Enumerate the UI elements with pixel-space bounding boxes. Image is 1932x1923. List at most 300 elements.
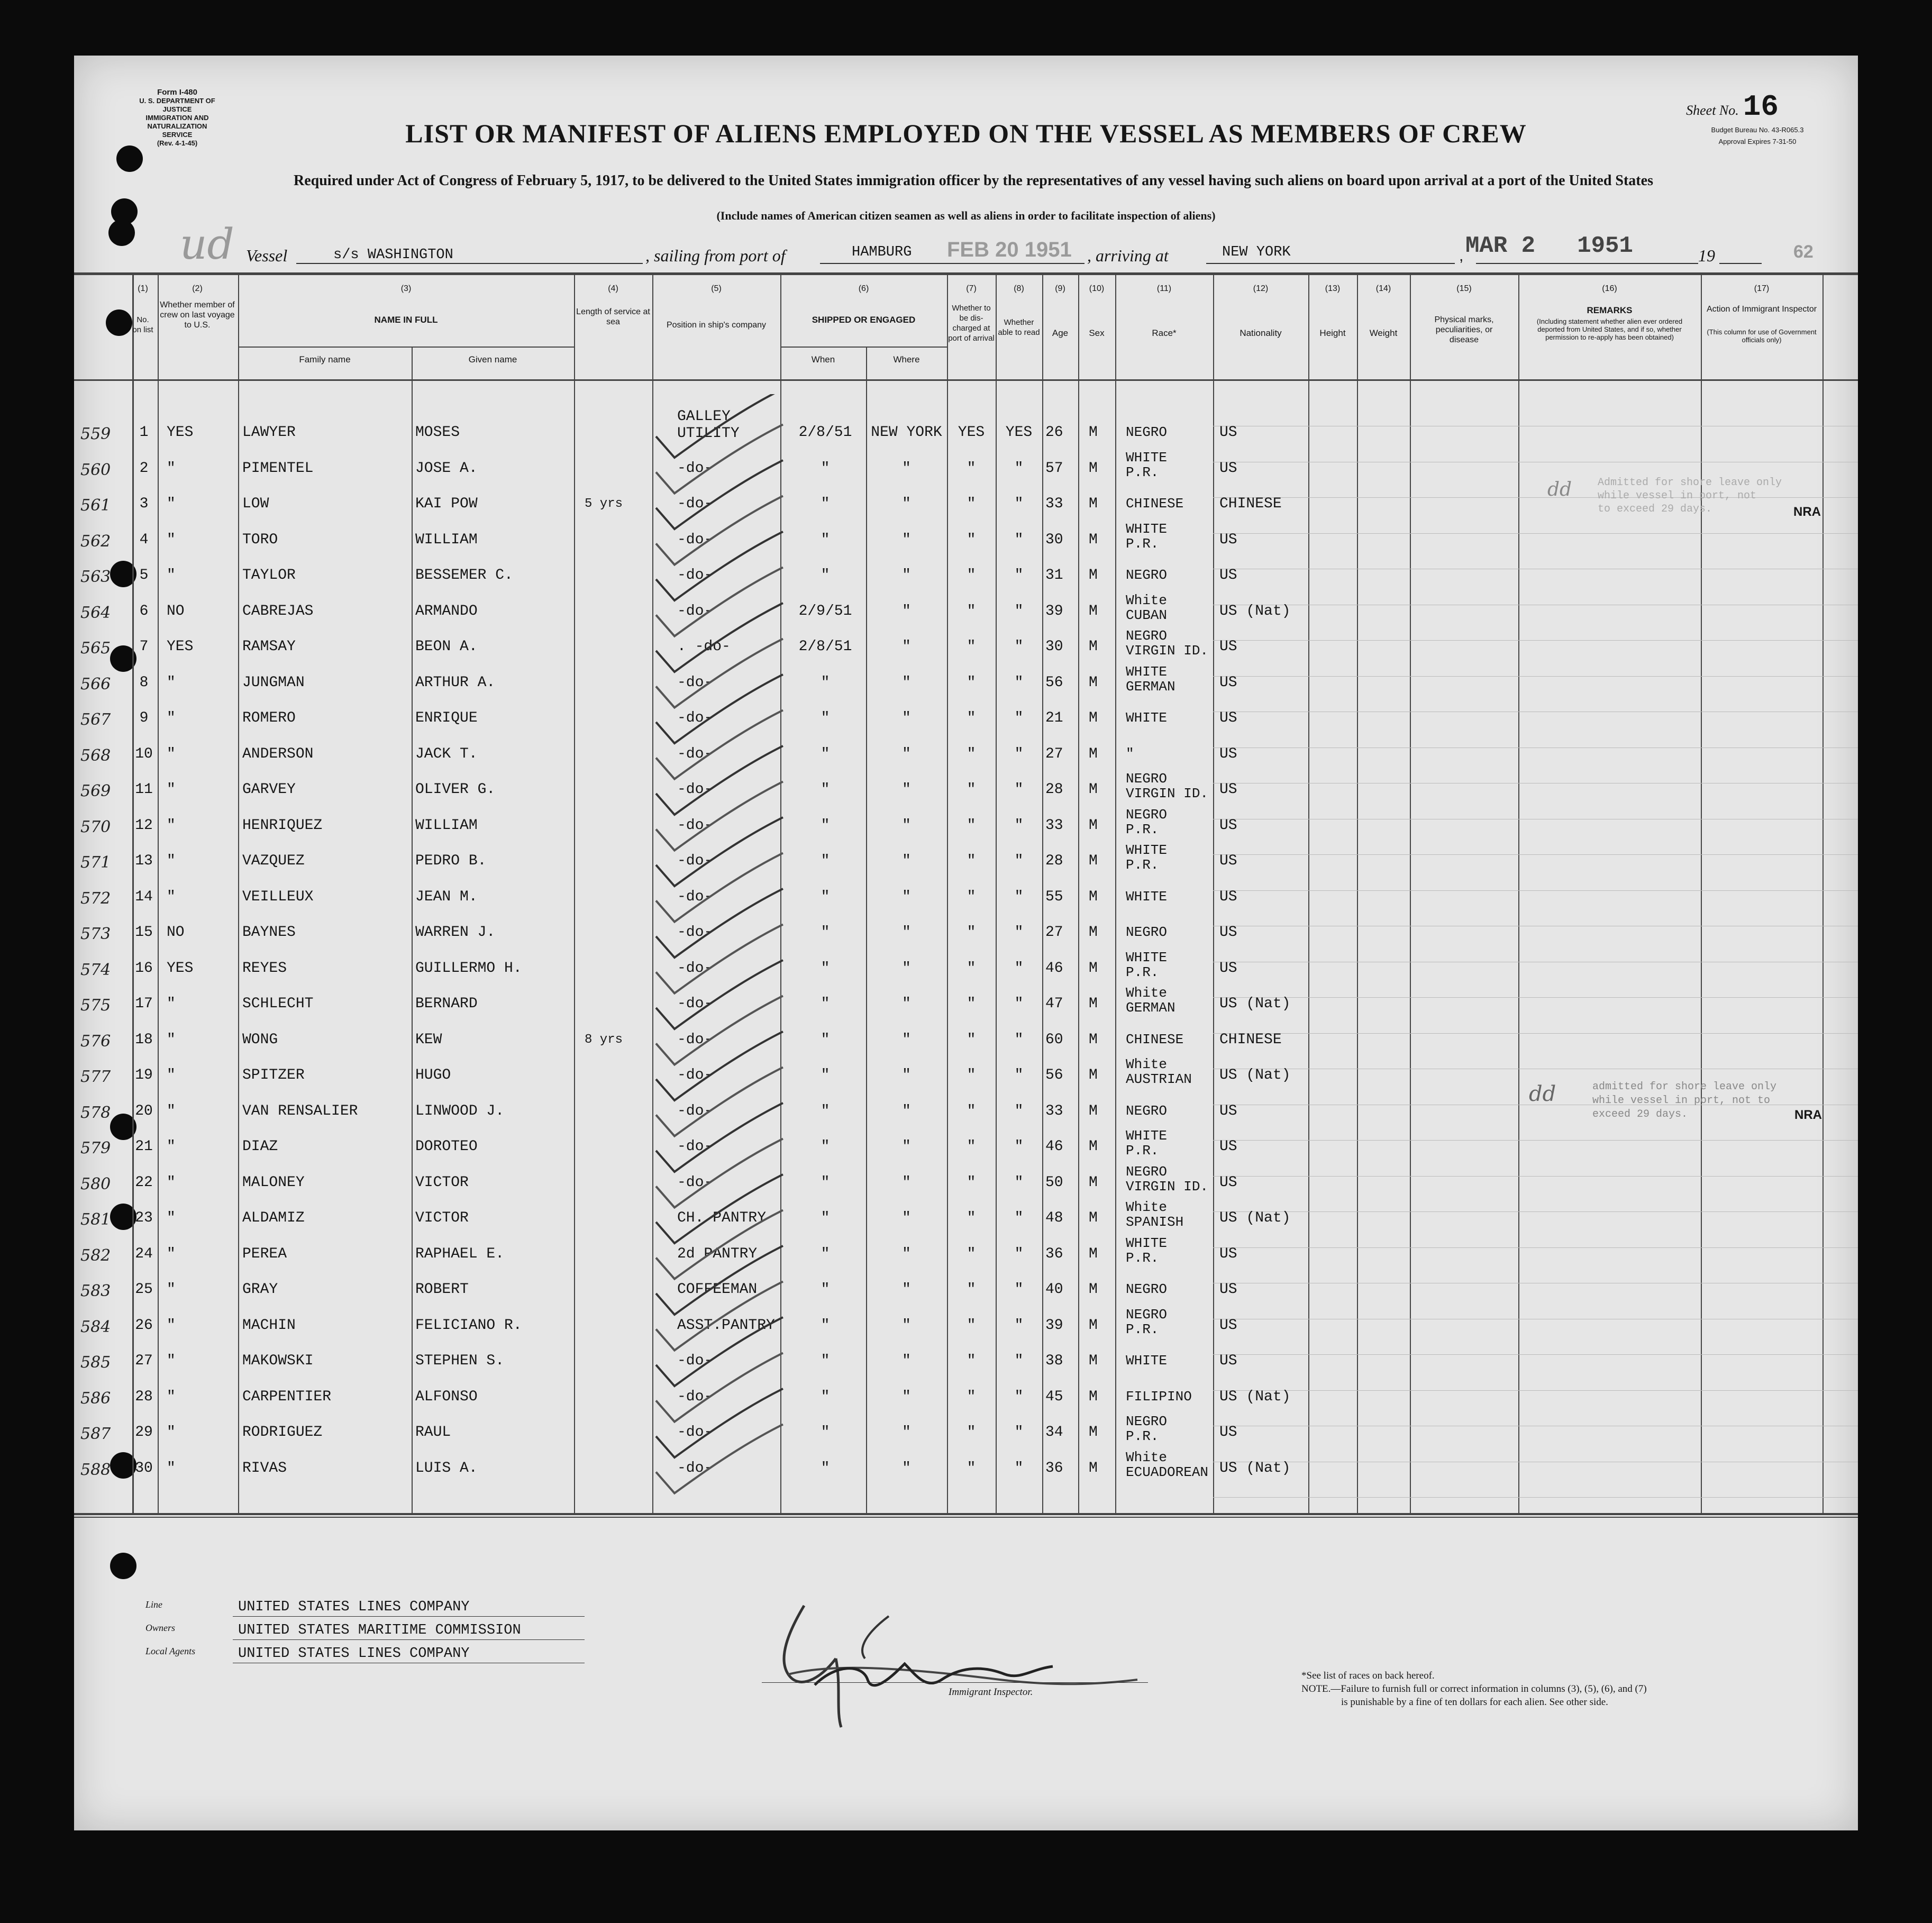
port-from: HAMBURG [852, 244, 912, 260]
row-ref: 587 [80, 1425, 111, 1443]
row-number: 19 [135, 1067, 153, 1083]
row-race-line2: P.R. [1126, 1143, 1159, 1159]
row-given-name: JACK T. [415, 745, 478, 762]
row-number: 2 [139, 460, 149, 477]
row-discharged: " [967, 960, 976, 977]
row-ref: 562 [80, 532, 111, 551]
row-position: -do- [677, 1067, 713, 1083]
check-mark [656, 817, 783, 886]
col-family-name: Family name [299, 354, 351, 364]
row-race: FILIPINO [1126, 1388, 1192, 1405]
col-name-in-full: NAME IN FULL [374, 315, 438, 325]
row-number: 18 [135, 1031, 153, 1048]
row-family-name: PIMENTEL [242, 460, 314, 477]
row-nationality: US (Nat) [1219, 996, 1291, 1012]
row-number: 24 [135, 1245, 153, 1262]
row-race: WHITE [1126, 842, 1168, 858]
row-nationality: US [1219, 1353, 1237, 1369]
row-ref: 574 [80, 960, 111, 979]
row-sex: M [1089, 817, 1098, 834]
row-nationality: CHINESE [1219, 1031, 1282, 1048]
row-previous-voyage: YES [167, 960, 194, 977]
row-given-name: STEPHEN S. [415, 1353, 505, 1369]
row-number: 16 [135, 960, 153, 977]
row-discharged: " [967, 853, 976, 869]
check-mark [656, 460, 783, 529]
row-when: " [821, 710, 830, 726]
col-able-to-read: Whether able to read [998, 318, 1040, 337]
row-number: 11 [135, 781, 153, 798]
row-nationality: US [1219, 460, 1237, 477]
row-age: 56 [1045, 674, 1063, 691]
row-nationality: US [1219, 1245, 1237, 1262]
check-mark [656, 1389, 783, 1457]
arriving-label: , arriving at [1087, 246, 1169, 265]
row-discharged: " [967, 1031, 976, 1048]
row-number: 26 [135, 1317, 153, 1334]
port-to: NEW YORK [1222, 244, 1291, 260]
col-previous-voyage: Whether member of crew on last voyage to U.S. [160, 300, 235, 330]
row-sex: M [1089, 567, 1098, 584]
row-ref: 565 [80, 639, 111, 658]
row-number: 15 [135, 924, 153, 941]
check-mark [656, 425, 783, 494]
col-given-name: Given name [468, 354, 517, 364]
row-discharged: " [967, 496, 976, 512]
row-race: WHITE [1126, 449, 1168, 466]
row-nationality: US [1219, 424, 1237, 441]
row-able-to-read: " [1014, 603, 1024, 619]
page-subnote: (Include names of American citizen seamen as well as aliens in order to facilitate inspection of aliens) [716, 209, 1216, 222]
row-able-to-read: " [1014, 745, 1024, 762]
row-age: 33 [1045, 817, 1063, 834]
note-fine-cont: is punishable by a fine of ten dollars for each alien. See other side. [1341, 1697, 1608, 1708]
row-discharged: " [967, 1281, 976, 1298]
row-able-to-read: " [1014, 1353, 1024, 1369]
row-able-to-read: " [1014, 639, 1024, 655]
row-nationality: US [1219, 1424, 1237, 1441]
row-race: NEGRO [1126, 1163, 1168, 1180]
row-ref: 575 [80, 996, 111, 1015]
row-ref: 581 [80, 1210, 111, 1229]
row-ref: 585 [80, 1353, 111, 1372]
row-nationality: US [1219, 853, 1237, 869]
row-when: " [821, 531, 830, 548]
row-number: 29 [135, 1424, 153, 1441]
row-when: " [821, 1460, 830, 1477]
sheet-label: Sheet No. [1686, 103, 1739, 118]
check-mark [656, 746, 783, 815]
row-previous-voyage: " [167, 1317, 176, 1334]
row-discharged: " [967, 531, 976, 548]
row-sex: M [1089, 781, 1098, 798]
row-age: 48 [1045, 1210, 1063, 1226]
row-when: " [821, 567, 830, 584]
row-sex: M [1089, 1210, 1098, 1226]
col-length-of-service: Length of service at sea [576, 307, 650, 326]
row-position: -do- [677, 1424, 713, 1441]
col-race: Race* [1152, 328, 1177, 338]
row-family-name: JUNGMAN [242, 674, 305, 691]
row-ref: 578 [80, 1103, 111, 1122]
row-race: CHINESE [1126, 496, 1184, 512]
row-previous-voyage: " [167, 888, 176, 905]
row-age: 50 [1045, 1174, 1063, 1191]
check-mark [656, 1174, 783, 1243]
row-sex: M [1089, 531, 1098, 548]
row-discharged: " [967, 1067, 976, 1083]
row-race-line2: CUBAN [1126, 607, 1168, 623]
row-number: 30 [135, 1460, 153, 1477]
row-when: " [821, 888, 830, 905]
row-previous-voyage: " [167, 567, 176, 584]
row-given-name: LUIS A. [415, 1460, 478, 1477]
row-where: " [902, 531, 911, 548]
row-sex: M [1089, 1138, 1098, 1155]
row-position: COFFEEMAN [677, 1281, 758, 1298]
row-race-line2: GERMAN [1126, 1000, 1175, 1016]
row-family-name: SPITZER [242, 1067, 305, 1083]
row-race: WHITE [1126, 1353, 1168, 1369]
owners-label: Owners [145, 1623, 176, 1633]
agents-value: UNITED STATES LINES COMPANY [238, 1646, 470, 1662]
row-given-name: OLIVER G. [415, 781, 496, 798]
row-ref: 582 [80, 1246, 111, 1265]
row-able-to-read: " [1014, 1424, 1024, 1441]
row-sex: M [1089, 1067, 1098, 1083]
row-age: 31 [1045, 567, 1063, 584]
row-discharged: " [967, 710, 976, 726]
inspector-signature [757, 1600, 1159, 1738]
row-family-name: RODRIGUEZ [242, 1424, 323, 1441]
row-family-name: TORO [242, 531, 278, 548]
check-mark [656, 1282, 783, 1351]
row-race: CHINESE [1126, 1031, 1184, 1047]
row-race-line2: VIRGIN ID. [1126, 643, 1209, 659]
row-when: 2/9/51 [798, 603, 852, 619]
row-position: -do- [677, 531, 713, 548]
row-able-to-read: YES [1005, 424, 1033, 441]
row-previous-voyage: " [167, 1460, 176, 1477]
row-position: -do- [677, 817, 713, 834]
remark-mark: dd [1529, 1082, 1556, 1106]
row-age: 36 [1045, 1460, 1063, 1477]
row-position: -do- [677, 1031, 713, 1048]
row-given-name: MOSES [415, 424, 460, 441]
row-able-to-read: " [1014, 888, 1024, 905]
sheet-number-value: 16 [1743, 90, 1779, 124]
row-position: ASST.PANTRY [677, 1317, 775, 1334]
row-number: 8 [139, 674, 149, 691]
owners-value: UNITED STATES MARITIME COMMISSION [238, 1623, 521, 1638]
row-given-name: BERNARD [415, 996, 478, 1012]
row-able-to-read: " [1014, 1138, 1024, 1155]
inspector-label: Immigrant Inspector. [949, 1687, 1033, 1698]
row-where: " [902, 639, 911, 655]
check-mark [656, 1317, 783, 1386]
row-able-to-read: " [1014, 674, 1024, 691]
row-given-name: RAPHAEL E. [415, 1245, 505, 1262]
row-age: 28 [1045, 853, 1063, 869]
row-when: " [821, 1424, 830, 1441]
check-mark [656, 1353, 783, 1422]
row-previous-voyage: " [167, 1031, 176, 1048]
col-where: Where [893, 354, 920, 364]
row-sex: M [1089, 996, 1098, 1012]
row-able-to-read: " [1014, 531, 1024, 548]
row-previous-voyage: " [167, 1245, 176, 1262]
row-age: 38 [1045, 1353, 1063, 1369]
row-race: NEGRO [1126, 424, 1168, 440]
row-given-name: HUGO [415, 1067, 451, 1083]
row-when: " [821, 1031, 830, 1048]
row-able-to-read: " [1014, 1210, 1024, 1226]
check-mark [656, 1032, 783, 1100]
row-when: " [821, 1067, 830, 1083]
note-races: *See list of races on back hereof. [1301, 1670, 1435, 1681]
row-number: 3 [139, 496, 149, 512]
row-race-line2: ECUADOREAN [1126, 1464, 1209, 1480]
row-given-name: LINWOOD J. [415, 1102, 505, 1119]
check-mark [656, 532, 783, 600]
col-when: When [811, 354, 835, 364]
row-where: " [902, 603, 911, 619]
check-mark [656, 1139, 783, 1208]
row-race: WHITE [1126, 949, 1168, 965]
row-sex: M [1089, 888, 1098, 905]
row-family-name: VAZQUEZ [242, 853, 305, 869]
row-discharged: " [967, 924, 976, 941]
row-service: 5 yrs [585, 497, 623, 511]
row-previous-voyage: " [167, 1388, 176, 1405]
row-when: " [821, 460, 830, 477]
row-discharged: " [967, 1353, 976, 1369]
row-nationality: US [1219, 1102, 1237, 1119]
row-service: 8 yrs [585, 1032, 623, 1047]
remark-line: admitted for shore leave only [1592, 1081, 1777, 1093]
row-position: -do- [677, 710, 713, 726]
row-able-to-read: " [1014, 924, 1024, 941]
row-family-name: MAKOWSKI [242, 1353, 314, 1369]
row-previous-voyage: " [167, 674, 176, 691]
col-remarks: REMARKS [1587, 305, 1633, 315]
row-ref: 559 [80, 425, 111, 443]
row-nationality: US [1219, 567, 1237, 584]
row-family-name: MACHIN [242, 1317, 296, 1334]
col-height: Height [1319, 328, 1346, 338]
row-discharged: YES [958, 424, 985, 441]
row-where: " [902, 781, 911, 798]
check-mark [656, 394, 783, 458]
col-inspector-note: (This column for use of Government officials only) [1707, 328, 1817, 344]
col-physical-marks: Physical marks, peculiarities, or disease [1434, 315, 1494, 344]
row-where: " [902, 888, 911, 905]
remark-line: while vessel in port, not [1598, 490, 1757, 502]
row-family-name: VAN RENSALIER [242, 1102, 358, 1119]
col-remarks-note: (Including statement whether alien ever ordered deported from United States, and if so, whether permission to re-apply has been obtained) [1536, 317, 1683, 341]
row-given-name: ALFONSO [415, 1388, 478, 1405]
row-ref: 568 [80, 746, 111, 765]
row-given-name: GUILLERMO H. [415, 960, 522, 977]
initials-mark: ud [180, 220, 234, 269]
check-marks [582, 394, 804, 1516]
row-able-to-read: " [1014, 1031, 1024, 1048]
row-when: " [821, 1317, 830, 1334]
row-race: NEGRO [1126, 567, 1168, 583]
row-previous-voyage: " [167, 1424, 176, 1441]
row-ref: 577 [80, 1068, 111, 1086]
row-number: 23 [135, 1210, 153, 1226]
row-family-name: ROMERO [242, 710, 296, 726]
row-nationality: US [1219, 1317, 1237, 1334]
row-when: " [821, 1353, 830, 1369]
page-subtitle: Required under Act of Congress of February 5, 1917, to be delivered to the United States immigration officer by the representatives of any vessel having such aliens on board upon arrival at a port of the United States [294, 172, 1653, 189]
row-sex: M [1089, 1102, 1098, 1119]
row-race: White [1126, 1056, 1168, 1072]
row-sex: M [1089, 960, 1098, 977]
row-ref: 573 [80, 925, 111, 943]
row-nationality: US [1219, 745, 1237, 762]
line-label: Line [145, 1599, 163, 1610]
row-when: " [821, 1210, 830, 1226]
punch-hole [110, 1553, 136, 1579]
row-family-name: PEREA [242, 1245, 287, 1262]
row-ref: 570 [80, 817, 111, 836]
row-race: NEGRO [1126, 771, 1168, 787]
row-race: NEGRO [1126, 806, 1168, 823]
col-age: Age [1052, 328, 1069, 338]
punch-hole [108, 220, 135, 246]
row-number: 6 [139, 603, 149, 619]
vessel-name: s/s WASHINGTON [333, 247, 453, 263]
check-mark [656, 925, 783, 994]
col-sex: Sex [1089, 328, 1105, 338]
row-previous-voyage: " [167, 710, 176, 726]
row-family-name: CABREJAS [242, 603, 314, 619]
row-position: 2d PANTRY [677, 1245, 758, 1262]
row-position: -do- [677, 603, 713, 619]
row-race-line2: P.R. [1126, 535, 1159, 552]
row-nationality: US [1219, 888, 1237, 905]
row-nationality: US [1219, 710, 1237, 726]
row-age: 27 [1045, 924, 1063, 941]
row-able-to-read: " [1014, 496, 1024, 512]
row-race: White [1126, 1199, 1168, 1215]
row-sex: M [1089, 924, 1098, 941]
row-age: 34 [1045, 1424, 1063, 1441]
row-age: 57 [1045, 460, 1063, 477]
row-sex: M [1089, 639, 1098, 655]
row-where: " [902, 1031, 911, 1048]
row-previous-voyage: " [167, 1138, 176, 1155]
row-ref: 563 [80, 568, 111, 586]
col-nationality: Nationality [1240, 328, 1282, 338]
year-label: 19 [1698, 246, 1715, 265]
row-number: 20 [135, 1102, 153, 1119]
row-position: -do- [677, 674, 713, 691]
check-mark [656, 603, 783, 672]
row-when: " [821, 853, 830, 869]
row-ref: 576 [80, 1032, 111, 1051]
row-sex: M [1089, 496, 1098, 512]
row-family-name: DIAZ [242, 1138, 278, 1155]
row-position: -do- [677, 960, 713, 977]
row-family-name: REYES [242, 960, 287, 977]
row-position: -do- [677, 1388, 713, 1405]
row-race-line2: P.R. [1126, 1250, 1159, 1266]
row-previous-voyage: " [167, 1353, 176, 1369]
row-discharged: " [967, 1138, 976, 1155]
row-previous-voyage: " [167, 1281, 176, 1298]
row-able-to-read: " [1014, 1281, 1024, 1298]
row-previous-voyage: " [167, 781, 176, 798]
row-when: " [821, 817, 830, 834]
row-family-name: ALDAMIZ [242, 1210, 305, 1226]
row-family-name: SCHLECHT [242, 996, 314, 1012]
row-given-name: PEDRO B. [415, 853, 487, 869]
departure-stamp: FEB 20 1951 [947, 238, 1072, 261]
row-given-name: JEAN M. [415, 888, 478, 905]
check-mark [656, 496, 783, 565]
check-mark [656, 889, 783, 958]
row-position: GALLEY [677, 408, 731, 425]
row-previous-voyage: " [167, 996, 176, 1012]
row-position: -do- [677, 745, 713, 762]
row-where: " [902, 567, 911, 584]
row-number: 14 [135, 888, 153, 905]
row-position: . -do- [677, 639, 731, 655]
row-ref: 583 [80, 1282, 111, 1300]
row-previous-voyage: " [167, 460, 176, 477]
row-discharged: " [967, 888, 976, 905]
row-sex: M [1089, 1460, 1098, 1477]
manifest-sheet: Form I-480 U. S. DEPARTMENT OF JUSTICE IMMIGRATION AND NATURALIZATION SERVICE (Rev. 4-1-45) Sheet No. 16 Budget Bureau No. 43-R065.3 Approval Expires 7-31-50 LIST OR MANIFEST OF ALIENS EMPLOYED ON THE VESSEL AS MEMBERS OF CREW Required under Act of Congress of February 5, 1917, to be delivered to the United States immigration officer by the representatives of any vessel having such aliens on board upon arrival at a port of the United States (Include names of American citizen seamen as well as aliens in order to facilitate inspection of aliens) ud Vessel s/s WASHINGTON , sailing from port of HAMBURG FEB 20 1951 , arriving at NEW YORK , MAR 2 1951 19 62 (1) No. on list (2) Whether member of crew on last voyage to U.S. (3) NAME IN FULL Family name Given name (4) Length of service at sea (5) Position in ship's company (6) SHIPPED OR ENGAGED When Where (7) Whether to be dis-charged at port of arrival (8) Whether able to read (9) Age (10) Sex (11) Race* (12) Nationality (13) Height (14) Weight (15) Physical marks, peculiarities, or disease (16) REMARKS (Including statement whether alien ever ordered deported from United States, and if so, whether permission to re-apply has been obtained) (17) Action of Immigrant Inspector (This column for use of Government officials only) 559 1 YES LAWYER MOSES GALLEY 2/8/51 NEW YORK YES YES 26 M US UTILITY NEGRO 560 2 " PIMENTEL JOSE A. -do- " " " " 57 M US WHITE P.R. 561 3 " LOW KAI POW 5 yrs -do- " " " " 33 M CHINESE CHINESE 562 4 " TORO WILLIAM -do- " " " " 30 M US WHITE P.R. 563 5 " TAYLOR BESSEMER C. -do- " " " " 31 M US NEGRO 564 6 NO CABREJAS ARMANDO -do- 2/9/51 " " " 39 M US (Nat) White CUBAN 565 7 YES RAMSAY BEON A. . -do- 2/8/51 " " " 30 M US NEGRO VIRGIN ID. 566 8 " JUNGMAN ARTHUR A. -do- " " " " 56 M US WHITE GERMAN 567 9 " ROMERO ENRIQUE -do- " " " " 21 M US WHITE 568 10 " ANDERSON JACK T. -do- " " " " 27 M US " 569 11 " GARVEY OLIVER G. -do- " " " " 28 M US NEGRO VIRGIN ID. 570 12 " HENRIQUEZ WILLIAM -do- " " " " 33 M US NEGRO P.R. 571 13 " VAZQUEZ PEDRO B. -do- " " " " 28 M US WHITE P.R. 572 14 " VEILLEUX JEAN M. -do- " " " " 55 M US WHITE 573 15 NO BAYNES WARREN J. -do- " " " " 27 M US NEGRO 574 16 YES REYES GUILLERMO H. -do- " " " " 46 M US WHITE P.R. 575 17 " SCHLECHT BERNARD -do- " " " " 47 M US (Nat) White GERMAN 576 18 " WONG KEW 8 yrs -do- " " " " 60 M CHINESE CHINESE 577 19 " SPITZER HUGO -do- " " " " 56 M US (Nat) White AUSTRIAN 578 20 " VAN RENSALIER LINWOOD J. -do- " " " " 33 M US NEGRO 579 21 " DIAZ DOROTEO -do- " " " " 46 M US WHITE P.R. 580 22 " MALONEY VICTOR -do- " " " " 50 M US NEGRO VIRGIN ID. 581 23 " ALDAMIZ VICTOR CH. PANTRY " " " " 48 M US (Nat) White SPANISH 582 24 " PEREA RAPHAEL E. 2d PANTRY " " " " 36 M US WHITE P.R. 583 25 " GRAY ROBERT COFFEEMAN " " " " 40 M US NEGRO 584 26 " MACHIN FELICIANO R. ASST.PANTRY " " " " 39 M US NEGRO P.R. 585 27 " MAKOWSKI STEPHEN S. -do- " " " " 38 M US WHITE 586 28 " CARPENTIER ALFONSO -do- " " " " 45 M US (Nat) FILIPINO 587 29 " RODRIGUEZ RAUL -do- " " " " 34 M US NEGRO P.R. 588 30 " RIVAS LUIS A. -do- " " " " 36 M US (Nat) White ECUADOREAN dd Admitted for shore leave only while vessel in port, not to exceed 29 days. NRA dd admitted for shore leave only while vessel in port, not to exceed 29 days. NRA Line UNITED STATES LINES COMPANY Owners UNITED STATES MARITIME COMMISSION Local Agents UNITED STATES LINES COMPANY Immigrant Inspector. *See list of races on back hereof. NOTE.—Failure to furnish full or correct information in columns (3), (5), (6), and (7) is punishable by a fine of ten dollars for each alien. See other side. [74, 56, 1858, 1830]
row-where: " [902, 710, 911, 726]
row-family-name: WONG [242, 1031, 278, 1048]
row-nationality: US (Nat) [1219, 603, 1291, 619]
row-sex: M [1089, 745, 1098, 762]
row-race: NEGRO [1126, 1414, 1168, 1429]
row-family-name: GARVEY [242, 781, 296, 798]
row-race: White [1126, 592, 1168, 608]
row-given-name: ROBERT [415, 1281, 469, 1298]
row-family-name: LOW [242, 496, 269, 512]
row-number: 17 [135, 996, 153, 1012]
row-when: " [821, 996, 830, 1012]
row-given-name: ARMANDO [415, 603, 478, 619]
col-weight: Weight [1369, 328, 1398, 338]
row-race: WHITE [1126, 888, 1168, 905]
row-ref: 588 [80, 1460, 111, 1479]
row-where: " [902, 460, 911, 477]
row-age: 30 [1045, 531, 1063, 548]
row-number: 9 [139, 710, 149, 726]
row-race-line2: P.R. [1126, 964, 1159, 980]
row-discharged: " [967, 1424, 976, 1441]
row-position: -do- [677, 1138, 713, 1155]
row-given-name: FELICIANO R. [415, 1317, 522, 1334]
row-sex: M [1089, 853, 1098, 869]
row-age: 46 [1045, 960, 1063, 977]
row-given-name: RAUL [415, 1424, 451, 1441]
row-where: " [902, 1174, 911, 1191]
row-nationality: US [1219, 924, 1237, 941]
row-when: " [821, 496, 830, 512]
note-fine: NOTE.—Failure to furnish full or correct information in columns (3), (5), (6), and (7) [1301, 1683, 1647, 1694]
row-position: -do- [677, 853, 713, 869]
row-nationality: US [1219, 674, 1237, 691]
row-able-to-read: " [1014, 853, 1024, 869]
